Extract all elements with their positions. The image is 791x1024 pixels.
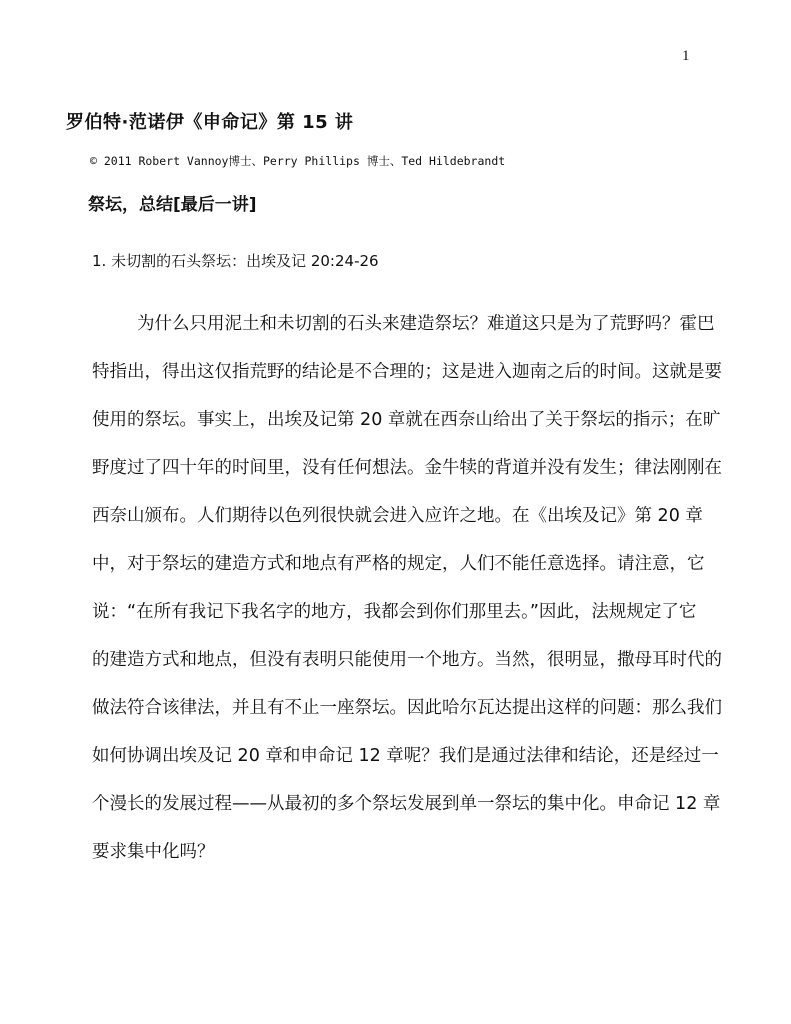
body-line: 野度过了四十年的时间里，没有任何想法。金牛犊的背道并没有发生；律法刚刚在 [92,458,722,478]
body-line: 的建造方式和地点，但没有表明只能使用一个地方。当然，很明显，撒母耳时代的 [92,650,722,670]
body-line: 使用的祭坛。事实上，出埃及记第 20 章就在西奈山给出了关于祭坛的指示；在旷 [92,410,721,430]
body-line: 个漫长的发展过程——从最初的多个祭坛发展到单一祭坛的集中化。申命记 12 章 [92,794,721,814]
copyright-line: © 2011 Robert Vannoy博士、Perry Phillips 博士、Ted Hildebrandt [90,154,506,168]
section-heading: 祭坛，总结[最后一讲] [88,195,257,215]
page-number: 1 [682,48,690,64]
body-line: 中，对于祭坛的建造方式和地点有严格的规定，人们不能任意选择。请注意，它 [92,554,705,574]
body-line: 为什么只用泥土和未切割的石头来建造祭坛？难道这只是为了荒野吗？霍巴 [137,314,715,334]
body-line: 特指出，得出这仅指荒野的结论是不合理的；这是进入迦南之后的时间。这就是要 [92,362,722,382]
body-line: 说：“在所有我记下我名字的地方，我都会到你们那里去。”因此，法规规定了它 [92,602,697,622]
body-line: 如何协调出埃及记 20 章和申命记 12 章呢？我们是通过法律和结论，还是经过一 [92,746,719,766]
document-title: 罗伯特·范诺伊《申命记》第 15 讲 [66,112,354,133]
body-line: 做法符合该律法，并且有不止一座祭坛。因此哈尔瓦达提出这样的问题：那么我们 [92,698,722,718]
body-line: 要求集中化吗？ [92,842,215,862]
body-line: 西奈山颁布。人们期待以色列很快就会进入应许之地。在《出埃及记》第 20 章 [92,506,703,526]
subsection-heading: 1. 未切割的石头祭坛：出埃及记 20:24-26 [92,252,379,270]
